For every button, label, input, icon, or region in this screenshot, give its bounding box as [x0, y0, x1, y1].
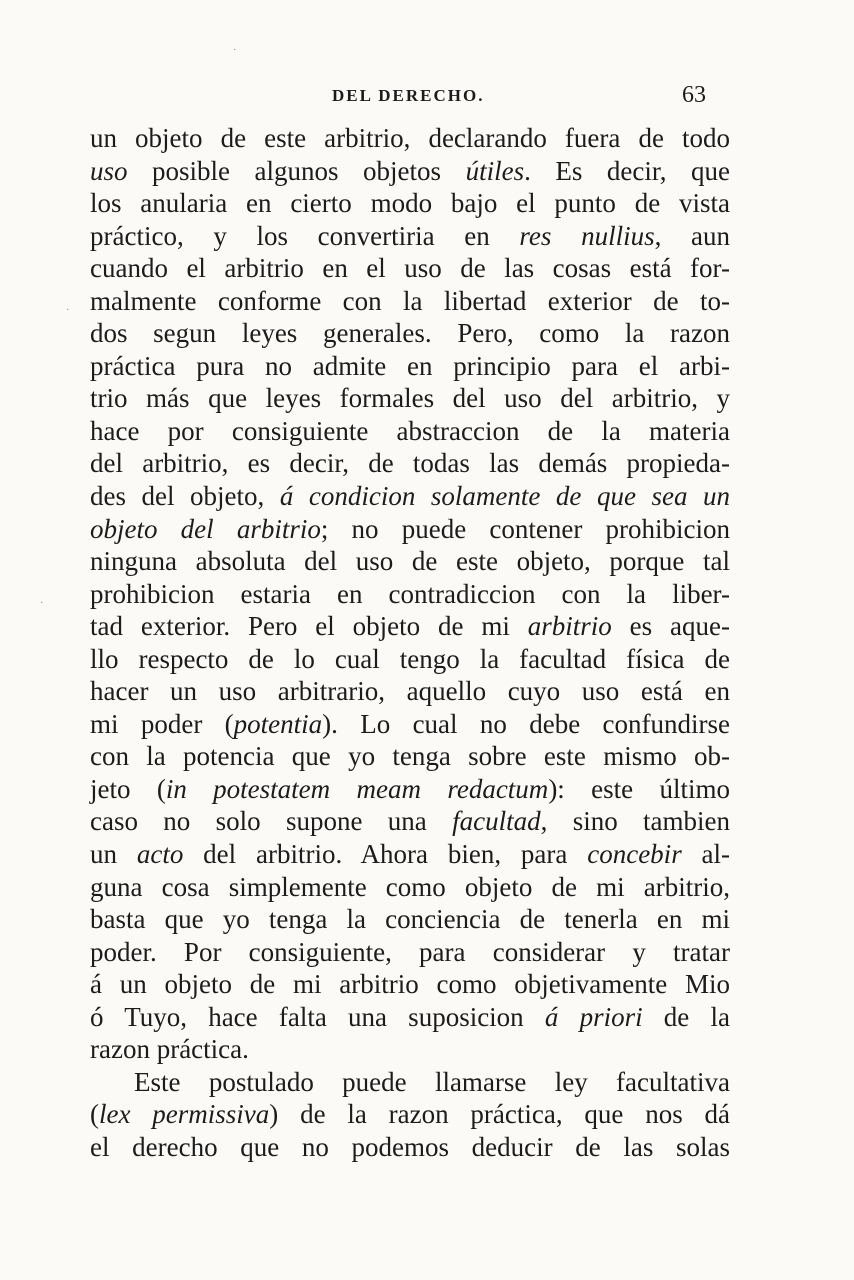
- italic-text: objeto del arbitrio: [90, 513, 321, 544]
- text-segment: razon práctica.: [90, 1034, 249, 1065]
- text-segment: cuando el arbitrio en el uso de las cosas está for-: [90, 253, 730, 284]
- text-line: [90, 1001, 730, 1034]
- text-segment: basta que yo tenga la conciencia de tenerla en mi: [90, 904, 730, 935]
- print-speck: ·: [233, 45, 237, 56]
- text-segment: un: [90, 839, 137, 870]
- text-line: [90, 773, 730, 806]
- text-line: [90, 903, 730, 936]
- text-line: [90, 480, 730, 513]
- text-segment: , sino tambien: [540, 806, 730, 837]
- body-text: [90, 122, 730, 1164]
- text-line: [90, 1033, 730, 1066]
- text-line: [90, 155, 730, 188]
- text-line: [90, 1098, 730, 1131]
- text-segment: con la potencia que yo tenga sobre este mismo ob-: [90, 741, 730, 772]
- text-segment: ninguna absoluta del uso de este objeto, porque tal: [90, 546, 730, 577]
- page-header: [90, 82, 706, 116]
- italic-text: útiles: [465, 155, 525, 186]
- italic-text: potentia: [233, 708, 323, 739]
- italic-text: acto: [136, 839, 184, 870]
- text-segment: un objeto de este arbitrio, declarando fuera de todo: [90, 123, 730, 153]
- text-line: [90, 740, 730, 773]
- text-line: [90, 122, 730, 155]
- text-line: [90, 220, 730, 253]
- text-line: [90, 1066, 730, 1099]
- text-segment: los anularia en cierto modo bajo el punto de vista: [90, 188, 730, 219]
- text-segment: hacer un uso arbitrario, aquello cuyo uso está en: [90, 676, 730, 707]
- text-segment: del arbitrio, es decir, de todas las demás propieda-: [90, 448, 730, 479]
- text-segment: práctica pura no admite en principio para el arbi-: [90, 350, 730, 381]
- text-segment: guna cosa simplemente como objeto de mi arbitrio,: [90, 871, 730, 902]
- text-line: [90, 447, 730, 480]
- text-segment: del arbitrio. Ahora bien, para: [183, 839, 588, 870]
- text-line: [90, 382, 730, 415]
- text-line: [90, 871, 730, 904]
- text-segment: mi poder (: [90, 708, 234, 739]
- page-number: 63: [682, 82, 706, 108]
- text-line: [90, 708, 730, 741]
- text-line: [90, 187, 730, 220]
- text-line: [90, 936, 730, 969]
- text-segment: Este postulado puede llamarse ley facultativa: [134, 1066, 730, 1097]
- text-line: [90, 285, 730, 318]
- text-segment: posible algunos objetos: [127, 155, 466, 186]
- text-segment: (: [90, 1099, 99, 1130]
- text-line: [90, 545, 730, 578]
- text-segment: des del objeto,: [90, 481, 280, 512]
- text-line: [90, 317, 730, 350]
- text-line: [90, 968, 730, 1001]
- text-segment: de la: [642, 1001, 730, 1032]
- text-line: [90, 805, 730, 838]
- text-segment: , aun: [654, 220, 730, 251]
- running-head: DEL DERECHO.: [332, 86, 485, 105]
- italic-text: uso: [90, 155, 128, 186]
- print-speck: ·: [40, 598, 44, 609]
- text-segment: hace por consiguiente abstraccion de la materia: [90, 415, 730, 446]
- italic-text: res nullius: [519, 220, 655, 251]
- text-segment: ) de la razon práctica, que nos dá: [269, 1099, 731, 1130]
- text-line: [90, 838, 730, 871]
- text-segment: tad exterior. Pero el objeto de mi: [90, 611, 528, 642]
- text-segment: ). Lo cual no debe confundirse: [322, 708, 730, 739]
- text-segment: llo respecto de lo cual tengo la facultad física de: [90, 643, 730, 674]
- text-line: [90, 610, 730, 643]
- text-segment: práctico, y los convertiria en: [90, 220, 520, 251]
- italic-text: arbitrio: [527, 611, 612, 642]
- text-line: [90, 513, 730, 546]
- text-line: [90, 578, 730, 611]
- text-line: [90, 1131, 730, 1164]
- text-segment: ; no puede contener prohibicion: [320, 513, 730, 544]
- text-segment: caso no solo supone una: [90, 806, 453, 837]
- text-segment: jeto (: [90, 773, 166, 804]
- text-segment: prohibicion estaria en contradiccion con la liber-: [90, 578, 730, 609]
- italic-text: in potestatem meam redactum: [165, 773, 549, 804]
- text-segment: el derecho que no podemos deducir de las solas: [90, 1131, 730, 1162]
- text-segment: ó Tuyo, hace falta una suposicion: [90, 1001, 545, 1032]
- text-segment: ): este último: [548, 773, 730, 804]
- italic-text: á priori: [544, 1001, 643, 1032]
- italic-text: lex permissiva: [99, 1099, 270, 1130]
- text-line: [90, 643, 730, 676]
- text-line: [90, 675, 730, 708]
- text-segment: trio más que leyes formales del uso del arbitrio, y: [90, 383, 730, 414]
- text-segment: poder. Por consiguiente, para considerar y tratar: [90, 936, 730, 967]
- text-line: [90, 415, 730, 448]
- text-segment: al-: [681, 839, 731, 870]
- italic-text: á condicion solamente de que sea un: [279, 481, 731, 512]
- italic-text: concebir: [587, 839, 682, 870]
- italic-text: facultad: [452, 806, 541, 837]
- text-segment: á un objeto de mi arbitrio como objetivamente Mio: [90, 969, 730, 1000]
- text-line: [90, 350, 730, 383]
- text-segment: es aque-: [611, 611, 730, 642]
- print-speck: ·: [66, 305, 70, 316]
- text-segment: . Es decir, que: [524, 155, 730, 186]
- text-line: [90, 252, 730, 285]
- text-segment: dos segun leyes generales. Pero, como la razon: [90, 318, 730, 349]
- text-segment: malmente conforme con la libertad exterior de to-: [90, 285, 730, 316]
